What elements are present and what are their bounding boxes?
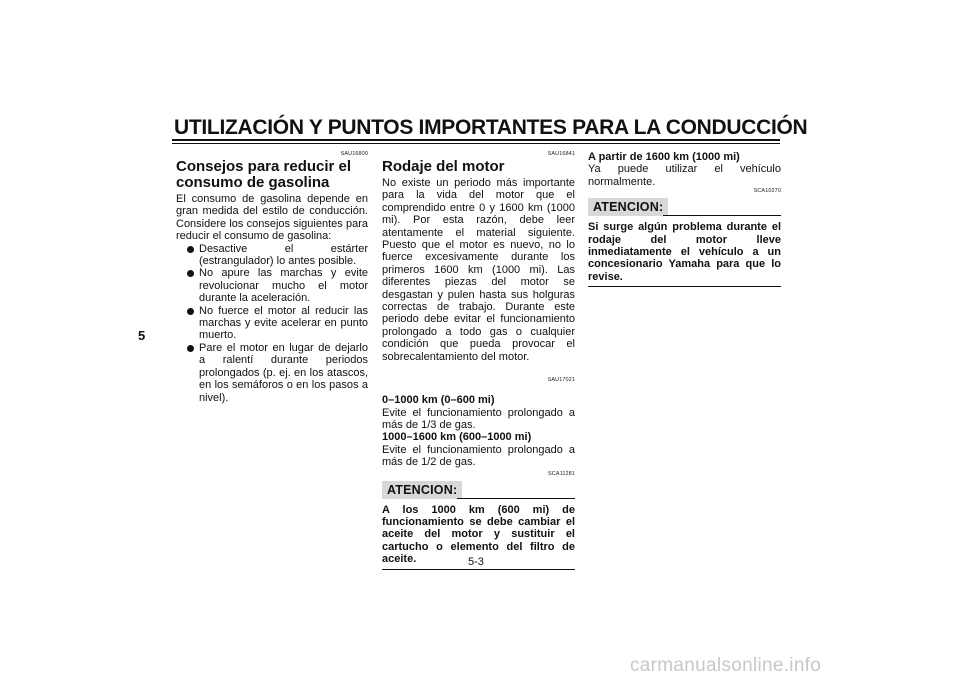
list-item: Desactive el estárter (estrangulador) lo antes posible. [185, 243, 368, 268]
reference-code: SCA11281 [548, 470, 575, 477]
subheading: 0–1000 km (0–600 mi) [382, 394, 495, 407]
title-rule [172, 139, 780, 141]
attention-badge: ATENCION: [588, 198, 668, 216]
reference-code: SAU16800 [340, 151, 368, 157]
body-paragraph: Evite el funcionamiento prolongado a más de 1/3 de gas. [382, 406, 575, 431]
attention-bottom-rule [588, 286, 781, 287]
title-rule-thin [172, 143, 780, 144]
list-item: Pare el motor en lugar de dejarlo a ralentí durante periodos prolongados (p. ej. en los atascos, en los semáforos o en los pasos a nivel). [185, 342, 368, 404]
subheading: A partir de 1600 km (1000 mi) [588, 151, 740, 163]
section-heading: Consejos para reducir el consumo de gasolina [176, 158, 352, 191]
body-paragraph: Ya puede utilizar el vehículo normalmente. [588, 163, 781, 188]
intro-paragraph: El consumo de gasolina depende en gran medida del estilo de conducción. Considere los consejos siguientes para reducir el consumo de gasolina: [176, 193, 368, 243]
bullet-icon [187, 308, 194, 315]
attention-rule [457, 498, 575, 499]
bullet-icon [187, 246, 194, 253]
attention-header [588, 198, 781, 218]
reference-code: SAU17021 [547, 377, 575, 384]
page-title: UTILIZACIÓN Y PUNTOS IMPORTANTES PARA LA CONDUCCIÓN [174, 116, 808, 139]
column-engine-break-in [382, 151, 575, 570]
body-paragraph: No existe un periodo más importante para la vida del motor que el comprendido entre 0 y 1600 km (1000 mi). Por esta razón, debe leer atentamente el material siguiente. Puesto que el motor es nuevo, no lo fuerce excesivamente durante los primeros 1600 km (1000 mi). Las diferentes piezas del motor se desgastan y pulen hasta sus holguras correctas de trabajo. Durante este periodo debe evitar el funcionamiento prolongado a todo gas o cualquier condición que pueda provocar el sobrecalentamiento del motor. [382, 177, 575, 363]
attention-text: Si surge algún problema durante el rodaje del motor lleve inmediatamente el vehículo a un concesionario Yamaha para que lo revise. [588, 221, 781, 283]
attention-bottom-rule [382, 569, 575, 570]
column-fuel-tips [176, 151, 368, 404]
tips-list [176, 243, 368, 404]
body-paragraph: Evite el funcionamiento prolongado a más de 1/2 de gas. [382, 443, 575, 469]
reference-code: SAU16841 [547, 151, 575, 157]
reference-code: SCA10270 [753, 188, 781, 195]
bullet-icon [187, 270, 194, 277]
section-heading: Rodaje del motor [382, 158, 505, 175]
page-number: 5-3 [468, 556, 484, 568]
watermark: carmanualsonline.info [630, 655, 822, 676]
subheading: 1000–1600 km (600–1000 mi) [382, 431, 532, 444]
attention-text: A los 1000 km (600 mi) de funcionamiento se debe cambiar el aceite del motor y sustituir el cartucho o elemento del filtro de aceite. [382, 503, 575, 566]
list-item: No apure las marchas y evite revolucionar mucho el motor durante la aceleración. [185, 267, 368, 304]
column-after-break-in [588, 151, 781, 287]
attention-badge: ATENCION: [382, 481, 462, 499]
attention-header [382, 481, 575, 501]
bullet-icon [187, 345, 194, 352]
list-item: No fuerce el motor al reducir las marchas y evite acelerar en punto muerto. [185, 305, 368, 342]
attention-rule [663, 215, 781, 216]
chapter-tab-number: 5 [138, 328, 146, 343]
